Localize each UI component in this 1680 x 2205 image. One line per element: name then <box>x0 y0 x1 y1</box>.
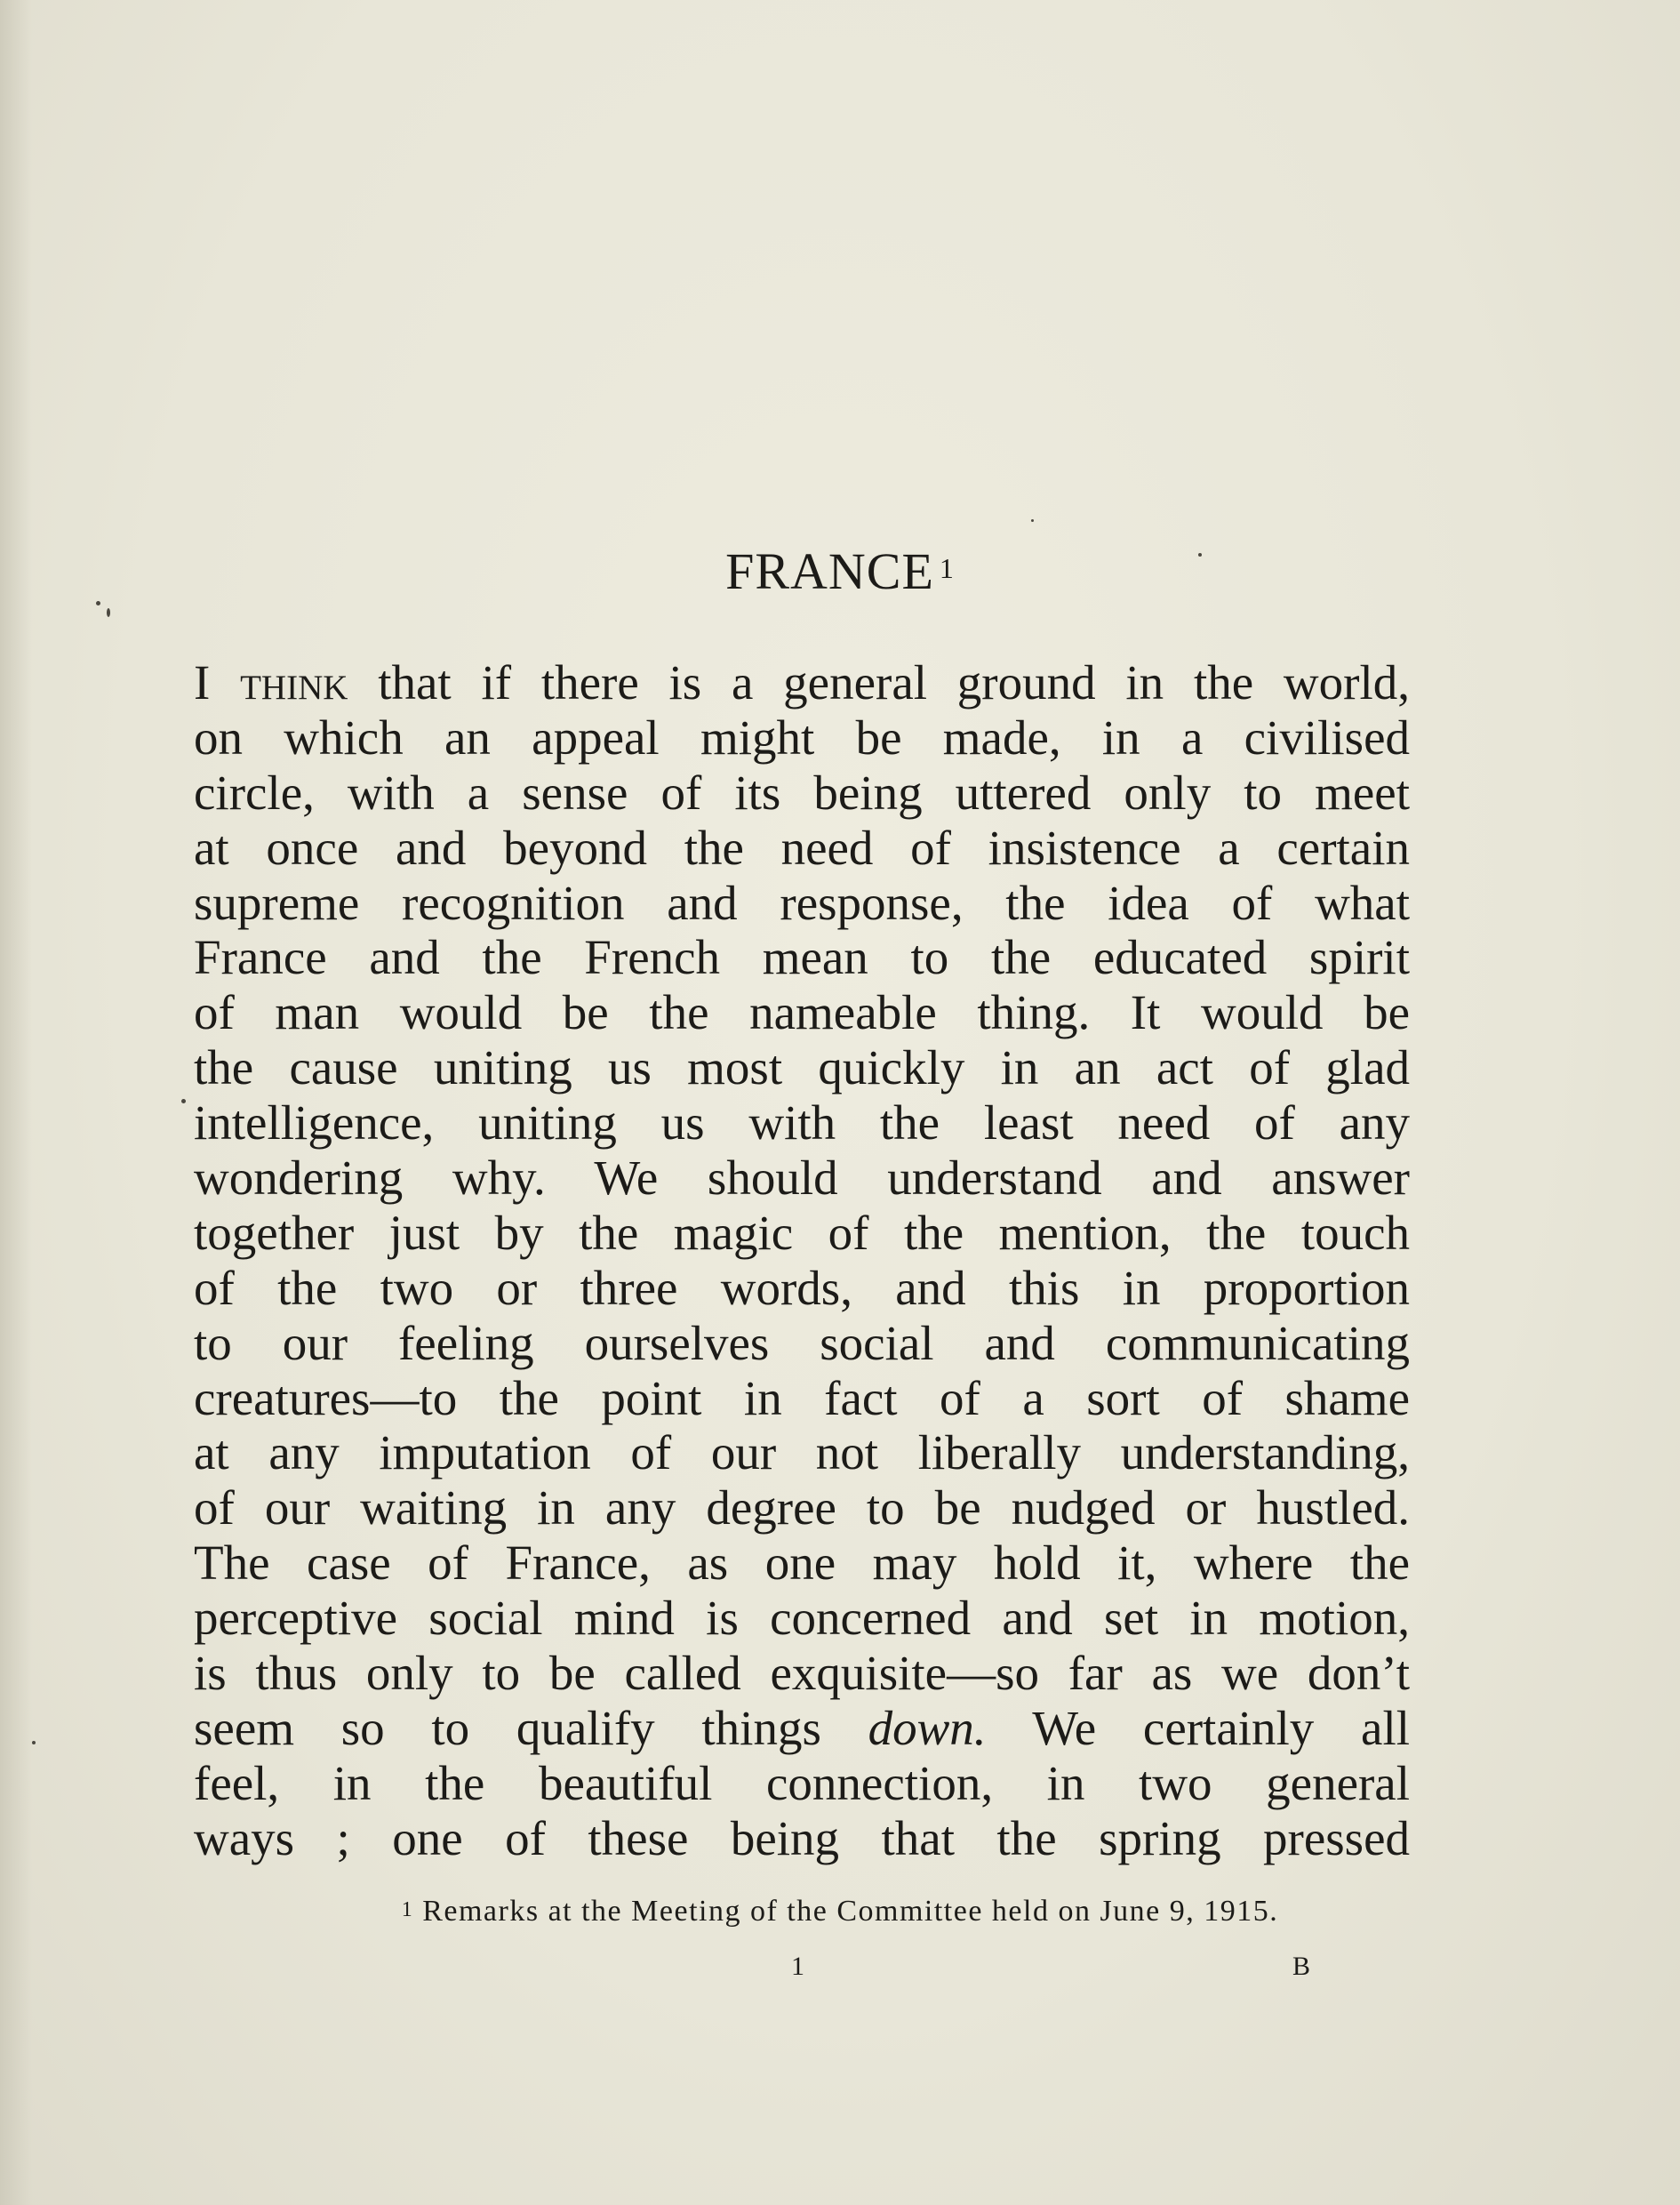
body-line: on which an appeal might be made, in a civilised <box>194 710 1410 765</box>
body-line: circle, with a sense of its being uttered only to meet <box>194 765 1410 820</box>
body-line: The case of France, as one may hold it, where the <box>194 1535 1410 1591</box>
chapter-title-text: FRANCE <box>725 542 934 600</box>
body-line: feel, in the beautiful connection, in two general <box>194 1755 1410 1810</box>
body-line: creatures—to the point in fact of a sort of shame <box>194 1370 1410 1425</box>
body-line: supreme recognition and response, the idea of what <box>194 875 1410 930</box>
line-20-end: We certainly all <box>1032 1700 1410 1755</box>
body-line: France and the French mean to the educated spirit <box>194 930 1410 985</box>
body-line: of man would be the nameable thing. It would be <box>194 985 1410 1040</box>
body-line: at any imputation of our not liberally understanding, <box>194 1425 1410 1480</box>
italic-word: down. <box>868 1700 987 1755</box>
line-20-start: seem so to qualify things <box>194 1700 821 1755</box>
body-line: perceptive social mind is concerned and set in motion, <box>194 1591 1410 1646</box>
footnote <box>0 1892 1680 1931</box>
page-gutter-shadow <box>0 0 32 2205</box>
body-line: to our feeling ourselves social and communicating <box>194 1315 1410 1370</box>
body-line: wondering why. We should understand and answer <box>194 1151 1410 1206</box>
body-line: of the two or three words, and this in proportion <box>194 1260 1410 1315</box>
scan-speck <box>181 1099 186 1103</box>
body-line: the cause uniting us most quickly in an act of glad <box>194 1040 1410 1095</box>
scan-speck <box>107 608 110 617</box>
body-text <box>194 655 1410 1866</box>
scan-speck <box>32 1741 36 1744</box>
body-line: intelligence, uniting us with the least need of any <box>194 1095 1410 1151</box>
footnote-text: Remarks at the Meeting of the Committee held on June 9, 1915. <box>422 1895 1279 1928</box>
body-line: is thus only to be called exquisite—so far as we don’t <box>194 1646 1410 1701</box>
body-line: together just by the magic of the mention, the touch <box>194 1205 1410 1260</box>
opening-word-smallcaps: think <box>240 655 348 710</box>
body-line: ways ; one of these being that the spring pressed <box>194 1810 1410 1865</box>
footnote-marker: 1 <box>401 1898 414 1921</box>
signature-mark: B <box>1292 1952 1311 1981</box>
scan-speck <box>1031 519 1034 522</box>
chapter-title <box>0 541 1680 603</box>
opening-word-i: I <box>194 655 211 710</box>
page-number: 1 <box>791 1952 804 1981</box>
body-line <box>194 1701 1410 1756</box>
first-line-rest: that if there is a general ground in the world, <box>378 655 1410 710</box>
title-footnote-marker: 1 <box>939 552 955 584</box>
body-line <box>194 655 1410 710</box>
body-line: at once and beyond the need of insistence a certain <box>194 820 1410 875</box>
body-line: of our waiting in any degree to be nudged or hustled. <box>194 1480 1410 1535</box>
